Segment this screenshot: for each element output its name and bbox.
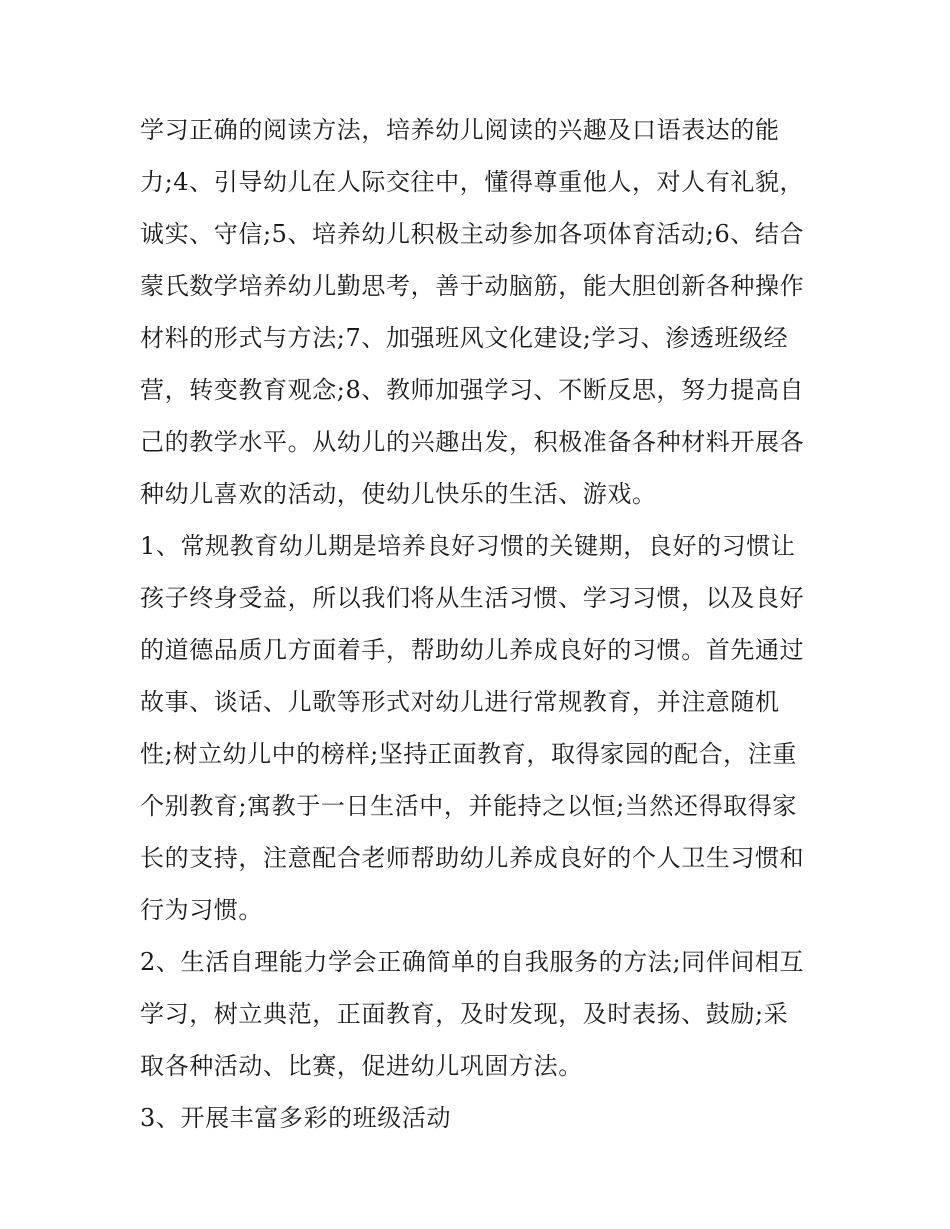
- text-line: 力;4、引导幼儿在人际交往中，懂得尊重他人，对人有礼貌，: [140, 168, 805, 196]
- text-line: 个别教育;寓教于一日生活中，并能持之以恒;当然还得取得家: [140, 792, 797, 820]
- text-line: 材料的形式与方法;7、加强班风文化建设;学习、渗透班级经: [140, 324, 789, 352]
- text-line: 2、生活自理能力学会正确简单的自我服务的方法;同伴间相互: [140, 948, 805, 976]
- document-body: [140, 104, 815, 1144]
- text-line: 故事、谈话、儿歌等形式对幼儿进行常规教育，并注意随机: [140, 688, 780, 716]
- text-line: 3、开展丰富多彩的班级活动: [140, 1104, 452, 1132]
- text-line: 的道德品质几方面着手，帮助幼儿养成良好的习惯。首先通过: [140, 636, 805, 664]
- text-line: 己的教学水平。从幼儿的兴趣出发，积极准备各种材料开展各: [140, 428, 805, 456]
- text-line: 学习，树立典范，正面教育，及时发现，及时表扬、鼓励;采: [140, 1000, 789, 1028]
- text-line: 孩子终身受益，所以我们将从生活习惯、学习习惯，以及良好: [140, 584, 805, 612]
- text-line: 性;树立幼儿中的榜样;坚持正面教育，取得家园的配合，注重: [140, 740, 797, 768]
- text-line: 学习正确的阅读方法，培养幼儿阅读的兴趣及口语表达的能: [140, 116, 780, 144]
- text-line: 诚实、守信;5、培养幼儿积极主动参加各项体育活动;6、结合: [140, 220, 805, 248]
- text-line: 营，转变教育观念;8、教师加强学习、不断反思，努力提高自: [140, 376, 805, 404]
- text-line: 行为习惯。: [140, 896, 263, 924]
- text-line: 1、常规教育幼儿期是培养良好习惯的关键期，良好的习惯让: [140, 532, 796, 560]
- text-line: 蒙氏数学培养幼儿勤思考，善于动脑筋，能大胆创新各种操作: [140, 272, 805, 300]
- text-line: 长的支持，注意配合老师帮助幼儿养成良好的个人卫生习惯和: [140, 844, 805, 872]
- text-line: 种幼儿喜欢的活动，使幼儿快乐的生活、游戏。: [140, 480, 657, 508]
- text-line: 取各种活动、比赛，促进幼儿巩固方法。: [140, 1052, 583, 1080]
